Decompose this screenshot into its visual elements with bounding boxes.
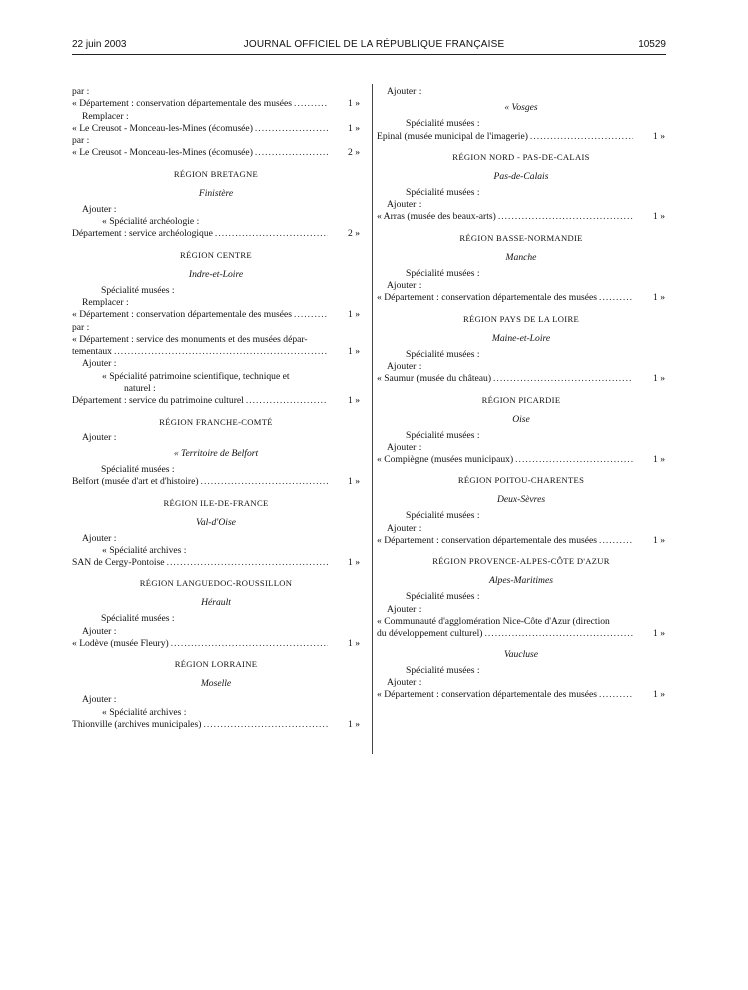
list-entry [377, 454, 665, 466]
entry-text: « Département : conservation départementale des musées [72, 309, 293, 321]
list-entry [72, 98, 360, 110]
text-line: naturel : [124, 383, 156, 395]
text-line: « Département : service des monuments et des musées dépar- [72, 333, 308, 345]
region-heading: RÉGION LORRAINE [174, 659, 258, 670]
region-heading: RÉGION ILE-DE-FRANCE [163, 497, 269, 508]
region-heading: RÉGION PROVENCE-ALPES-CÔTE D'AZUR [432, 556, 610, 567]
entry-value: 2 » [348, 147, 360, 159]
header-title: JOURNAL OFFICIEL DE LA RÉPUBLIQUE FRANÇAISE [243, 39, 505, 50]
region-heading: RÉGION POITOU-CHARENTES [457, 475, 585, 486]
text-line: Ajouter : [387, 603, 422, 615]
entry-value: 1 » [348, 557, 360, 569]
dot-leader [294, 309, 328, 321]
entry-value: 1 » [653, 130, 665, 142]
entry-value: 1 » [348, 346, 360, 358]
entry-value: 1 » [653, 628, 665, 640]
list-entry [72, 719, 360, 731]
entry-value: 1 » [348, 718, 360, 730]
list-entry [377, 689, 665, 701]
column-divider [372, 84, 373, 754]
dot-leader [167, 557, 328, 569]
text-line: Spécialité musées : [406, 118, 480, 130]
department-heading: Pas-de-Calais [493, 170, 549, 182]
text-line: Spécialité musées : [406, 664, 480, 676]
region-heading: RÉGION CENTRE [180, 249, 252, 260]
text-line: par : [72, 321, 90, 333]
text-line: Ajouter : [82, 203, 117, 215]
list-entry [72, 395, 360, 407]
dot-leader [203, 719, 328, 731]
list-entry [72, 309, 360, 321]
text-line: Ajouter : [82, 358, 117, 370]
text-line: Spécialité musées : [406, 186, 480, 198]
text-line: par : [72, 135, 90, 147]
entry-text: Département : service du patrimoine culturel [72, 395, 244, 407]
dot-leader [599, 689, 633, 701]
text-line: Spécialité musées : [101, 284, 175, 296]
department-heading: Alpes-Maritimes [489, 575, 553, 587]
text-line: « Communauté d'agglomération Nice-Côte d'Azur (direction [377, 615, 610, 627]
department-heading: Maine-et-Loire [491, 332, 551, 344]
dot-leader [246, 395, 328, 407]
text-line: Spécialité musées : [406, 348, 480, 360]
department-heading: Oise [512, 413, 530, 425]
dot-leader [485, 628, 634, 640]
list-entry [377, 131, 665, 143]
dot-leader [171, 638, 328, 650]
header-rule [72, 54, 666, 55]
entry-value: 1 » [653, 211, 665, 223]
left-column [72, 86, 360, 731]
list-entry [377, 211, 665, 223]
right-column [377, 86, 665, 701]
list-entry [72, 557, 360, 569]
dot-leader [294, 98, 328, 110]
text-line: Ajouter : [387, 199, 422, 211]
text-line: par : [72, 86, 90, 97]
entry-text: « Lodève (musée Fleury) [72, 638, 169, 650]
entry-value: 1 » [653, 535, 665, 547]
entry-text: SAN de Cergy-Pontoise [72, 557, 165, 569]
entry-value: 1 » [348, 638, 360, 650]
list-entry [72, 476, 360, 488]
entry-value: 1 » [348, 98, 360, 110]
entry-text: « Saumur (musée du château) [377, 373, 492, 385]
dot-leader [530, 131, 633, 143]
text-line: Spécialité musées : [406, 267, 480, 279]
list-entry [72, 638, 360, 650]
department-heading: Moselle [200, 678, 232, 690]
region-heading: RÉGION PAYS DE LA LOIRE [462, 313, 580, 324]
list-entry [72, 346, 360, 358]
dot-leader [493, 373, 633, 385]
region-heading: RÉGION BRETAGNE [173, 168, 259, 179]
entry-text: « Département : conservation départementale des musées [377, 292, 598, 304]
text-line: Ajouter : [82, 694, 117, 706]
entry-text: Thionville (archives municipales) [72, 718, 202, 730]
text-line: « Spécialité patrimoine scientifique, technique et [102, 370, 290, 382]
text-line: Spécialité musées : [101, 463, 175, 475]
department-heading: « Vosges [504, 102, 538, 114]
text-line: Ajouter : [387, 522, 422, 534]
text-line: Spécialité musées : [406, 429, 480, 441]
dot-leader [201, 476, 328, 488]
entry-text: « Département : conservation départementale des musées [377, 535, 598, 547]
dot-leader [255, 147, 328, 159]
entry-text: du développement culturel) [377, 628, 483, 640]
text-line: Remplacer : [82, 110, 129, 122]
region-heading: RÉGION FRANCHE-COMTÉ [159, 416, 273, 427]
text-line: Ajouter : [387, 86, 422, 97]
entry-value: 1 » [653, 689, 665, 701]
department-heading: Indre-et-Loire [188, 268, 244, 280]
page-number: 10529 [638, 39, 666, 50]
entry-text: « Département : conservation départementale des musées [377, 689, 598, 701]
dot-leader [515, 454, 633, 466]
text-line: Ajouter : [387, 676, 422, 688]
text-line: « Spécialité archives : [102, 544, 187, 556]
text-line: Ajouter : [387, 360, 422, 372]
entry-text: Département : service archéologique [72, 228, 213, 240]
region-heading: RÉGION BASSE-NORMANDIE [459, 232, 583, 243]
text-line: Spécialité musées : [406, 510, 480, 522]
entry-value: 2 » [348, 228, 360, 240]
entry-text: « Département : conservation départementale des musées [72, 98, 293, 110]
list-entry [377, 628, 665, 640]
list-entry [72, 123, 360, 135]
dot-leader [599, 535, 633, 547]
department-heading: Deux-Sèvres [496, 494, 546, 506]
list-entry [377, 373, 665, 385]
dot-leader [114, 346, 328, 358]
entry-value: 1 » [653, 292, 665, 304]
entry-value: 1 » [348, 476, 360, 488]
entry-text: « Compiègne (musées municipaux) [377, 454, 514, 466]
department-heading: Finistère [198, 187, 234, 199]
entry-text: tementaux [72, 346, 112, 358]
text-line: Ajouter : [82, 625, 117, 637]
text-line: Ajouter : [387, 441, 422, 453]
text-line: Ajouter : [387, 280, 422, 292]
dot-leader [255, 123, 328, 135]
entry-value: 1 » [348, 122, 360, 134]
list-entry [72, 228, 360, 240]
header-date: 22 juin 2003 [72, 39, 127, 50]
dot-leader [498, 211, 633, 223]
list-entry [72, 147, 360, 159]
text-line: Ajouter : [82, 532, 117, 544]
entry-text: Belfort (musée d'art et d'histoire) [72, 476, 199, 488]
dot-leader [215, 228, 328, 240]
region-heading: RÉGION NORD - PAS-DE-CALAIS [452, 151, 590, 162]
entry-text: Epinal (musée municipal de l'imagerie) [377, 130, 528, 142]
region-heading: RÉGION PICARDIE [481, 394, 561, 405]
text-line: Remplacer : [82, 296, 129, 308]
entry-value: 1 » [348, 309, 360, 321]
dot-leader [599, 292, 633, 304]
text-line: « Spécialité archéologie : [102, 216, 200, 228]
entry-value: 1 » [653, 373, 665, 385]
text-line: Ajouter : [82, 431, 117, 443]
department-heading: Vaucluse [503, 648, 539, 660]
text-line: Spécialité musées : [406, 591, 480, 603]
entry-text: « Le Creusot - Monceau-les-Mines (écomusée) [72, 147, 253, 159]
text-line: Spécialité musées : [101, 613, 175, 625]
entry-text: « Arras (musée des beaux-arts) [377, 211, 496, 223]
entry-text: « Le Creusot - Monceau-les-Mines (écomusée) [72, 122, 253, 134]
text-line: « Spécialité archives : [102, 706, 187, 718]
list-entry [377, 292, 665, 304]
department-heading: Manche [505, 251, 537, 263]
department-heading: Val-d'Oise [196, 516, 236, 528]
region-heading: RÉGION LANGUEDOC-ROUSSILLON [139, 578, 293, 589]
department-heading: « Territoire de Belfort [173, 447, 259, 459]
list-entry [377, 535, 665, 547]
entry-value: 1 » [348, 395, 360, 407]
department-heading: Hérault [201, 597, 231, 609]
entry-value: 1 » [653, 454, 665, 466]
